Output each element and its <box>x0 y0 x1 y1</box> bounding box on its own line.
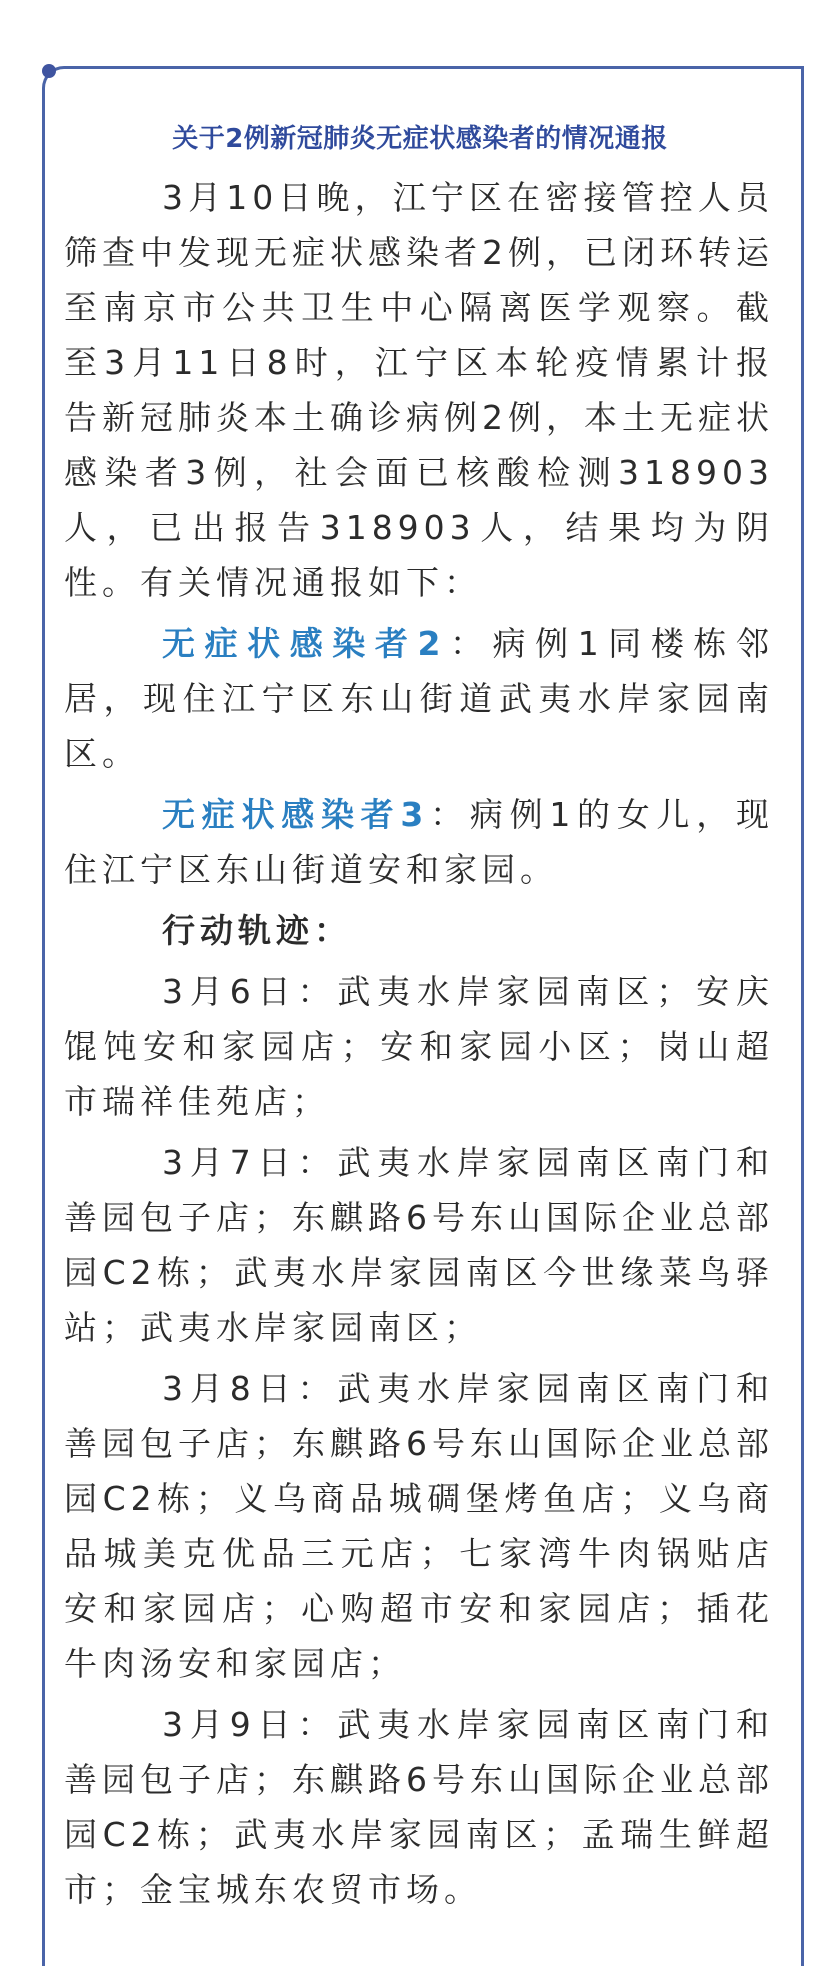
case-2-paragraph <box>64 616 774 781</box>
frame-corner-dot <box>42 64 56 78</box>
notice-title: 关于2例新冠肺炎无症状感染者的情况通报 <box>172 124 668 154</box>
article-body <box>64 170 774 1923</box>
trajectory-mar7: 3月7日：武夷水岸家园南区南门和善园包子店；东麒路6号东山国际企业总部园C2栋；武夷水岸家园南区今世缘菜鸟驿站；武夷水岸家园南区； <box>64 1143 774 1347</box>
intro-paragraph: 3月10日晚，江宁区在密接管控人员筛查中发现无症状感染者2例，已闭环转运至南京市公共卫生中心隔离医学观察。截至3月11日8时，江宁区本轮疫情累计报告新冠肺炎本土确诊病例2例，本土无症状感染者3例，社会面已核酸检测318903人，已出报告318903人，结果均为阴性。有关情况通报如下： <box>64 178 774 602</box>
case-3-paragraph <box>64 787 774 897</box>
trajectory-mar8: 3月8日：武夷水岸家园南区南门和善园包子店；东麒路6号东山国际企业总部园C2栋；义乌商品城碉堡烤鱼店；义乌商品城美克优品三元店；七家湾牛肉锅贴店安和家园店；心购超市安和家园店；插花牛肉汤安和家园店； <box>64 1369 774 1683</box>
trajectory-mar6: 3月6日：武夷水岸家园南区；安庆馄饨安和家园店；安和家园小区；岗山超市瑞祥佳苑店； <box>64 972 774 1121</box>
trajectory-mar9: 3月9日：武夷水岸家园南区南门和善园包子店；东麒路6号东山国际企业总部园C2栋；武夷水岸家园南区；孟瑞生鲜超市；金宝城东农贸市场。 <box>64 1705 774 1909</box>
case-2-label: 无症状感染者2 <box>162 624 446 663</box>
case-3-text: ：病例1的女儿，现住江宁区东山街道安和家园。 <box>64 795 774 889</box>
case-2-text: ：病例1同楼栋邻居，现住江宁区东山街道武夷水岸家园南区。 <box>64 624 774 773</box>
trajectory-heading: 行动轨迹： <box>162 911 352 950</box>
case-3-label: 无症状感染者3 <box>162 795 429 834</box>
